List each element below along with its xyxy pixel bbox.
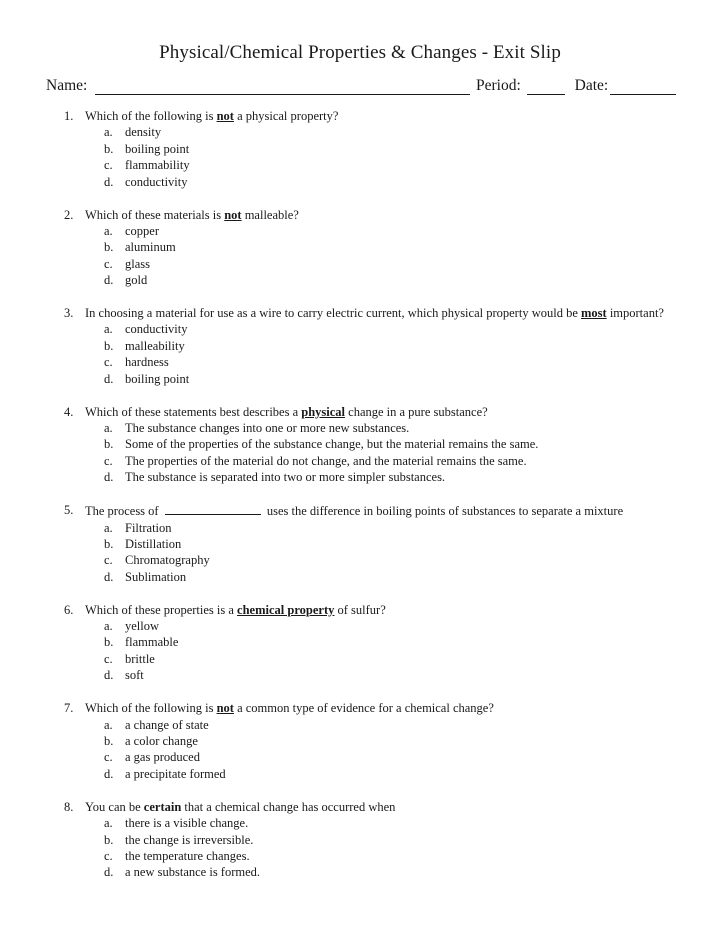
answer-option[interactable] (104, 354, 684, 370)
answer-option[interactable] (104, 453, 684, 469)
answer-options (104, 815, 684, 881)
name-label: Name: (46, 77, 88, 94)
option-text: Chromatography (125, 553, 210, 568)
question-text (85, 502, 684, 519)
student-info-row (46, 77, 676, 95)
option-letter: a. (104, 125, 113, 140)
question-text (85, 108, 684, 124)
question-text (85, 602, 684, 618)
answer-option[interactable] (104, 569, 684, 585)
question-3 (64, 305, 684, 387)
answer-option[interactable] (104, 157, 684, 173)
option-text: a precipitate formed (125, 766, 226, 781)
answer-option[interactable] (104, 272, 684, 288)
question-text-part: a physical property? (233, 109, 339, 123)
option-letter: a. (104, 717, 113, 732)
option-text: Some of the properties of the substance change, but the material remains the same. (125, 437, 539, 452)
question-text-part: important? (606, 306, 664, 321)
question-stem (64, 108, 684, 124)
option-letter: c. (104, 158, 113, 173)
option-letter: c. (104, 553, 113, 568)
answer-option[interactable] (104, 733, 684, 749)
answer-option[interactable] (104, 848, 684, 864)
answer-option[interactable] (104, 667, 684, 683)
question-5 (64, 502, 684, 585)
question-number: 5. (64, 503, 74, 518)
option-text: the change is irreversible. (125, 832, 254, 847)
option-letter: a. (104, 619, 113, 634)
answer-option[interactable] (104, 436, 684, 452)
answer-options (104, 717, 684, 783)
option-text: aluminum (125, 240, 176, 255)
option-text: conductivity (125, 322, 188, 337)
answer-option[interactable] (104, 174, 684, 190)
option-text: Distillation (125, 536, 182, 551)
question-number: 1. (64, 109, 74, 123)
option-text: the temperature changes. (125, 848, 250, 863)
question-text-part: malleable? (241, 207, 299, 222)
option-text: boiling point (125, 371, 190, 386)
option-letter: c. (104, 750, 113, 765)
option-letter: b. (104, 437, 114, 452)
emphasized-word: chemical property (237, 602, 335, 617)
option-letter: c. (104, 256, 113, 271)
answer-option[interactable] (104, 223, 684, 239)
answer-options (104, 321, 684, 387)
question-text-part: that a chemical change has occurred when (181, 799, 396, 814)
option-letter: d. (104, 470, 114, 485)
answer-options (104, 124, 684, 190)
question-text-part: Which of these materials is (85, 207, 225, 222)
option-text: density (125, 125, 162, 140)
question-text-part: change in a pure substance? (345, 404, 488, 419)
question-text-part: Which of these statements best describes a (85, 404, 302, 419)
option-text: The substance is separated into two or more simpler substances. (125, 470, 446, 485)
option-letter: d. (104, 174, 114, 189)
question-text-part: uses the difference in boiling points of substances to separate a mixture (263, 504, 624, 519)
page-title: Physical/Chemical Properties & Changes - Exit Slip (159, 42, 561, 63)
date-blank[interactable] (610, 80, 676, 95)
option-text: copper (125, 223, 160, 238)
answer-option[interactable] (104, 864, 684, 880)
period-label: Period: (476, 77, 521, 94)
emphasized-word: certain (143, 799, 182, 814)
answer-option[interactable] (104, 717, 684, 733)
question-number: 3. (64, 306, 74, 321)
question-8 (64, 799, 684, 881)
answer-option[interactable] (104, 141, 684, 157)
question-list (64, 108, 684, 897)
option-text: gold (125, 273, 148, 288)
answer-option[interactable] (104, 321, 684, 337)
question-stem (64, 700, 684, 716)
question-4 (64, 404, 684, 486)
option-letter: d. (104, 766, 114, 781)
option-letter: a. (104, 520, 113, 535)
option-text: flammable (125, 635, 179, 650)
option-text: soft (125, 668, 144, 683)
question-number: 7. (64, 701, 74, 716)
question-7 (64, 700, 684, 782)
option-text: a change of state (125, 717, 209, 732)
answer-option[interactable] (104, 338, 684, 354)
emphasized-word: most (581, 306, 607, 321)
question-text-part: In choosing a material for use as a wire to carry electric current, which physical property would be (85, 306, 581, 321)
option-text: The substance changes into one or more new substances. (125, 421, 410, 435)
question-text-part: Which of the following is (85, 109, 217, 123)
option-letter: a. (104, 322, 113, 337)
option-letter: c. (104, 848, 113, 863)
option-text: yellow (125, 619, 160, 634)
answer-options (104, 223, 684, 289)
option-letter: b. (104, 141, 114, 156)
answer-option[interactable] (104, 552, 684, 568)
question-text-part: of sulfur? (334, 602, 386, 617)
question-text (85, 799, 684, 815)
emphasized-word: not (216, 109, 234, 123)
question-6 (64, 602, 684, 684)
question-number: 2. (64, 207, 74, 222)
answer-option[interactable] (104, 536, 684, 552)
question-stem (64, 404, 684, 420)
question-stem (64, 502, 684, 519)
question-number: 4. (64, 404, 74, 419)
question-text-part: You can be (85, 799, 144, 814)
answer-option[interactable] (104, 239, 684, 255)
option-letter: b. (104, 536, 114, 551)
emphasized-word: not (216, 701, 234, 716)
option-text: Filtration (125, 520, 172, 535)
name-blank[interactable] (95, 80, 470, 95)
answer-option[interactable] (104, 651, 684, 667)
answer-option[interactable] (104, 469, 684, 485)
option-letter: d. (104, 569, 114, 584)
question-text-part: Which of these properties is a (85, 602, 238, 617)
answer-option[interactable] (104, 832, 684, 848)
option-text: conductivity (125, 174, 188, 189)
question-text-part: Which of the following is (85, 701, 217, 716)
question-1 (64, 108, 684, 190)
date-label: Date: (574, 77, 609, 94)
option-text: there is a visible change. (125, 816, 249, 831)
question-stem (64, 207, 684, 223)
fill-in-blank[interactable] (165, 502, 261, 515)
option-letter: b. (104, 635, 114, 650)
option-text: a gas produced (125, 750, 200, 765)
option-letter: c. (104, 355, 113, 370)
option-text: a color change (125, 734, 198, 748)
question-text-part: a common type of evidence for a chemical change? (233, 701, 494, 716)
question-2 (64, 207, 684, 289)
option-letter: d. (104, 273, 114, 288)
answer-option[interactable] (104, 749, 684, 765)
answer-options (104, 520, 684, 586)
question-number: 6. (64, 602, 74, 617)
option-text: The properties of the material do not change, and the material remains the same. (125, 453, 527, 468)
answer-option[interactable] (104, 520, 684, 536)
option-letter: c. (104, 453, 113, 468)
answer-option[interactable] (104, 371, 684, 387)
question-text (85, 700, 684, 716)
option-letter: d. (104, 668, 114, 683)
answer-option[interactable] (104, 256, 684, 272)
question-stem (64, 602, 684, 618)
answer-options (104, 420, 684, 486)
question-number: 8. (64, 799, 74, 814)
question-text (85, 404, 684, 420)
emphasized-word: physical (301, 404, 346, 419)
answer-option[interactable] (104, 420, 684, 436)
option-text: glass (125, 256, 150, 271)
option-letter: d. (104, 371, 114, 386)
option-letter: b. (104, 338, 114, 353)
option-letter: a. (104, 223, 113, 238)
answer-option[interactable] (104, 634, 684, 650)
question-stem (64, 799, 684, 815)
option-text: malleability (125, 338, 185, 353)
option-letter: b. (104, 734, 114, 748)
question-stem (64, 305, 684, 321)
answer-options (104, 618, 684, 684)
option-text: a new substance is formed. (125, 865, 261, 880)
option-text: hardness (125, 355, 169, 370)
option-letter: a. (104, 816, 113, 831)
option-text: flammability (125, 158, 190, 173)
question-text (85, 207, 684, 223)
option-text: Sublimation (125, 569, 187, 584)
option-letter: c. (104, 651, 113, 666)
option-letter: b. (104, 832, 114, 847)
emphasized-word: not (224, 207, 242, 222)
option-letter: d. (104, 865, 114, 880)
period-blank[interactable] (527, 80, 565, 95)
option-text: boiling point (125, 141, 190, 156)
answer-option[interactable] (104, 124, 684, 140)
option-text: brittle (125, 651, 155, 666)
question-text (85, 305, 684, 321)
option-letter: a. (104, 421, 113, 435)
answer-option[interactable] (104, 766, 684, 782)
answer-option[interactable] (104, 618, 684, 634)
question-text-part: The process of (85, 504, 162, 519)
answer-option[interactable] (104, 815, 684, 831)
option-letter: b. (104, 240, 114, 255)
